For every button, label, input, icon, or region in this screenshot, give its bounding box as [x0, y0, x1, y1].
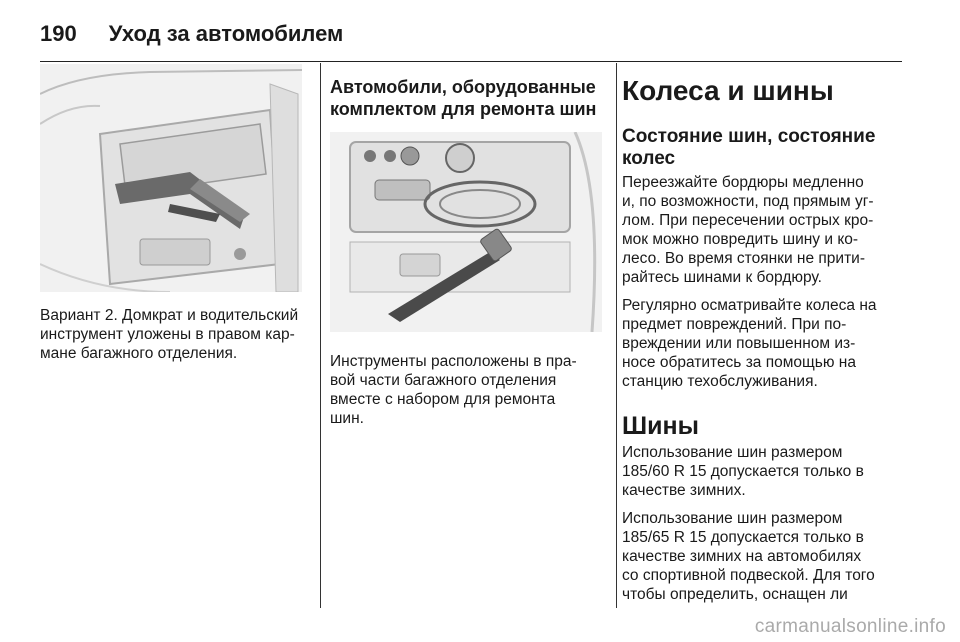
column-divider	[616, 63, 617, 608]
paragraph: Переезжайте бордюры медленно и, по возможности, под прямым уг- лом. При пересечении острых кро- мок можно повредить шину и ко- лесо. Во время стоянки не прити- райтесь шинами к бордюру.	[622, 174, 874, 286]
figure-caption: Инструменты расположены в пра- вой части багажного отделения вместе с набором для ремонта шин.	[330, 353, 577, 427]
tire-repair-kit-illustration	[330, 132, 602, 332]
page-number: 190	[40, 21, 77, 46]
header-rule	[40, 61, 902, 62]
watermark: carmanualsonline.info	[754, 616, 946, 637]
subsection-heading: Шины	[622, 412, 699, 440]
figure-caption: Вариант 2. Домкрат и водительский инструмент уложены в правом кар- мане багажного отделения.	[40, 307, 299, 362]
page-header	[40, 14, 343, 54]
section-heading: Автомобили, оборудованные комплектом для ремонта шин	[330, 77, 597, 119]
chapter-section-title: Колеса и шины	[622, 75, 834, 106]
subsection-heading: Состояние шин, состояние колес	[622, 126, 876, 169]
column-divider	[320, 63, 321, 608]
paragraph: Использование шин размером 185/65 R 15 допускается только в качестве зимних на автомобилях со спортивной подвеской. Для того чтобы определить, оснащен ли	[622, 510, 875, 603]
paragraph: Использование шин размером 185/60 R 15 допускается только в качестве зимних.	[622, 444, 864, 499]
column-middle	[330, 64, 605, 428]
paragraph: Регулярно осматривайте колеса на предмет повреждений. При по- вреждении или повышенном из- носе обратитесь за помощью на станцию техобслуживания.	[622, 297, 877, 390]
column-right	[622, 64, 912, 604]
column-left	[40, 64, 302, 363]
chapter-title: Уход за автомобилем	[108, 21, 344, 46]
jack-toolkit-illustration	[40, 64, 302, 292]
